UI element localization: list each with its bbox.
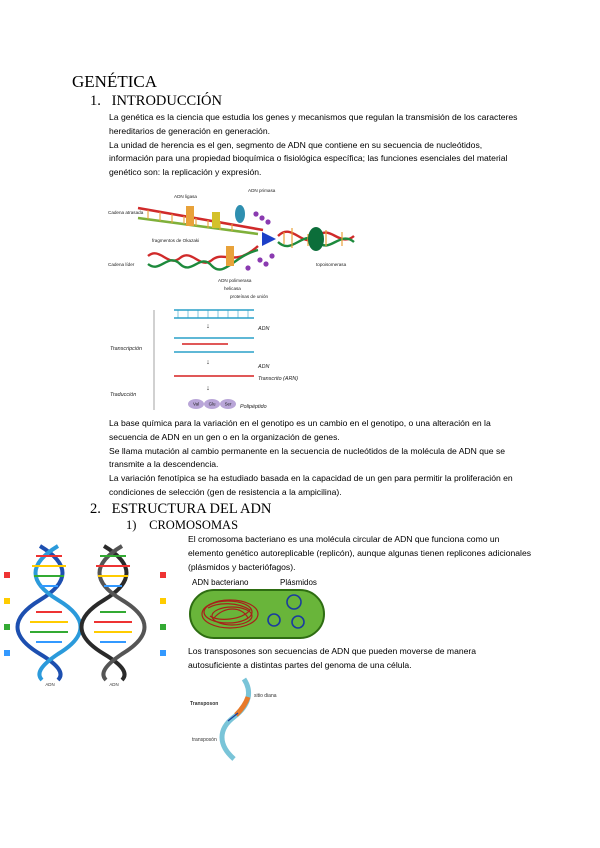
chromosome-text (188, 533, 536, 574)
paragraph: Los transposones son secuencias de ADN que pueden moverse de manera autosuficiente a distintas partes del genoma de una célula. (188, 646, 477, 670)
figure-label: ADN ligasa (174, 194, 197, 199)
figure-label: Cadena líder (108, 262, 135, 267)
bacterium-diagram (188, 576, 328, 642)
arrow-down-icon: ↓ (206, 385, 210, 392)
amino-acid-label: Val (192, 401, 200, 407)
protein-label: Polipéptido (240, 404, 267, 410)
paragraph: La unidad de herencia es el gen, segmento de ADN que contiene en su secuencia de nucleótidos, información para una propiedad bioquímica o fisiológica específica; las funciones esenciales del material genético son: la replicación y expresión. (109, 139, 508, 178)
arn-label: Transcrito (ARN) (258, 376, 299, 382)
plasmid-label: Plásmidos (280, 578, 317, 587)
intro-text-block (109, 111, 519, 180)
paragraph: La variación fenotípica se ha estudiado basada en la capacidad de un gen para permitir la proliferación en condiciones de selección (gen de resistencia a la ampicilina). (109, 473, 513, 497)
adn-label: ADN (258, 364, 270, 370)
leading-strand (148, 246, 258, 270)
figure-label: ADN polimerasa (218, 278, 252, 283)
figure-label: proteínas de unión (230, 294, 269, 299)
paragraph: La genética es la ciencia que estudia los genes y mecanismos que regulan la transmisión de los caracteres hereditarios de generación en generación. (109, 112, 518, 136)
helix-caption: ADN (109, 682, 119, 687)
transposon-insert-label: transposón (192, 737, 217, 743)
subsection-title: CROMOSOMAS (149, 518, 239, 532)
lagging-strand (138, 205, 263, 234)
helicase-shape (262, 232, 276, 246)
helix-left (18, 546, 81, 680)
subsection-number: 1) (126, 518, 137, 532)
translation-label: Traducción (110, 392, 137, 398)
dna-molecule (222, 679, 249, 759)
figure-label: Cadena atrasada (108, 210, 144, 215)
figure-label: ADN primasa (248, 188, 276, 193)
helix-right (82, 546, 145, 680)
section-heading-introduccion (90, 93, 222, 110)
figure-label: fragmentos de Okazaki (152, 238, 200, 243)
transposon-title: Transposon (190, 701, 219, 707)
page-title: GENÉTICA (72, 72, 157, 91)
target-site-label: sitio diana (254, 693, 277, 699)
dna-replication-diagram (108, 186, 356, 302)
variation-text-block (109, 417, 529, 500)
transcription-label: Transcripción (110, 346, 142, 352)
bacterial-cell (190, 590, 324, 638)
section-title: INTRODUCCIÓN (111, 93, 222, 109)
paragraph: El cromosoma bacteriano es una molécula circular de ADN que funciona como un elemento genético autoreplicable (replicón), aunque algunas tienen replicones adicionales (plásmidos y bacteriófagos). (188, 534, 532, 572)
adn-label: ADN (258, 326, 270, 332)
amino-acid-label: Ser (224, 401, 232, 407)
topoisomerase-shape (308, 227, 324, 251)
dna-opened-strand (174, 338, 254, 352)
paragraph: La base química para la variación en el genotipo es un cambio en el genotipo, o una alteración en la secuencia de ADN en un gen o en la organización de genes. (109, 418, 491, 442)
subsection-heading-cromosomas (126, 518, 238, 533)
paragraph: Se llama mutación al cambio permanente en la secuencia de nucleótidos de la molécula de ADN que se transmite a la descendencia. (109, 445, 506, 470)
transposon-text (188, 645, 528, 673)
dna-structure-comparison (0, 540, 180, 688)
central-dogma-diagram (108, 304, 308, 416)
section-number: 1. (90, 93, 101, 109)
section-title: ESTRUCTURA DEL ADN (111, 501, 272, 517)
section-heading-estructura (90, 501, 271, 518)
dna-double-strand (174, 310, 254, 318)
helix-caption: ADN (45, 682, 55, 687)
amino-acid-label: Glu (208, 401, 216, 407)
figure-label: topoisomerasa (316, 262, 347, 267)
section-number: 2. (90, 501, 101, 517)
figure-label: helicasa (224, 286, 241, 291)
arrow-down-icon: ↓ (206, 359, 210, 366)
adn-bacteriano-label: ADN bacteriano (192, 578, 249, 587)
transposon-diagram (188, 677, 296, 761)
arrow-down-icon: ↓ (206, 323, 210, 330)
